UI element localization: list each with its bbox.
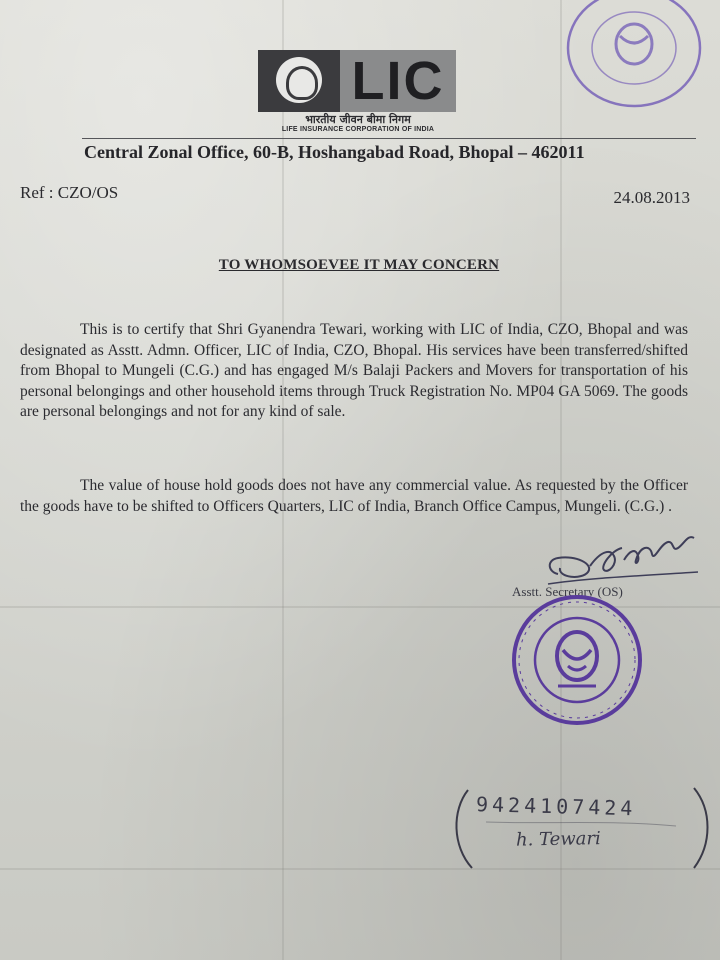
reference-number: Ref : CZO/OS — [20, 183, 119, 202]
handwritten-name: h. Tewari — [515, 828, 601, 851]
header-rule — [82, 138, 696, 139]
signatory-designation: Asstt. Secretary (OS) — [512, 584, 623, 599]
body-paragraph-2: The value of house hold goods does not have any commercial value. As requested by the Officer the goods have to be shifted to Officers Quarters, LIC of India, Branch Office Campus, Mungeli. (C.G.) . — [20, 477, 688, 515]
english-corporation-name: LIFE INSURANCE CORPORATION OF INDIA — [281, 126, 435, 133]
letter-heading: TO WHOMSOEVEE IT MAY CONCERN — [218, 257, 500, 273]
lic-logo-text: LIC — [340, 50, 456, 112]
rubber-stamp-top — [562, 0, 702, 112]
handwritten-phone-number: 9424107424 — [475, 792, 637, 821]
rubber-stamp-main — [508, 594, 646, 726]
lic-emblem-icon — [258, 50, 340, 112]
office-address: Central Zonal Office, 60-B, Hoshangabad Road, Bhopal – 462011 — [84, 142, 585, 162]
hindi-corporation-name: भारतीय जीवन बीमा निगम — [305, 113, 411, 126]
body-paragraph-1: This is to certify that Shri Gyanendra Tewari, working with LIC of India, CZO, Bhopal and was designated as Asstt. Admn. Officer, LIC of India, CZO, Bhopal. His services have been transferred/shifted from Bhopal to Mungeli (C.G.) and has engaged M/s Balaji Packers and Movers for transportation of his personal belongings and other household items through Truck Registration No. MP04 GA 5069. The goods are personal belongings and not for any kind of sale. — [20, 321, 688, 420]
letter-date: 24.08.2013 — [613, 188, 690, 207]
